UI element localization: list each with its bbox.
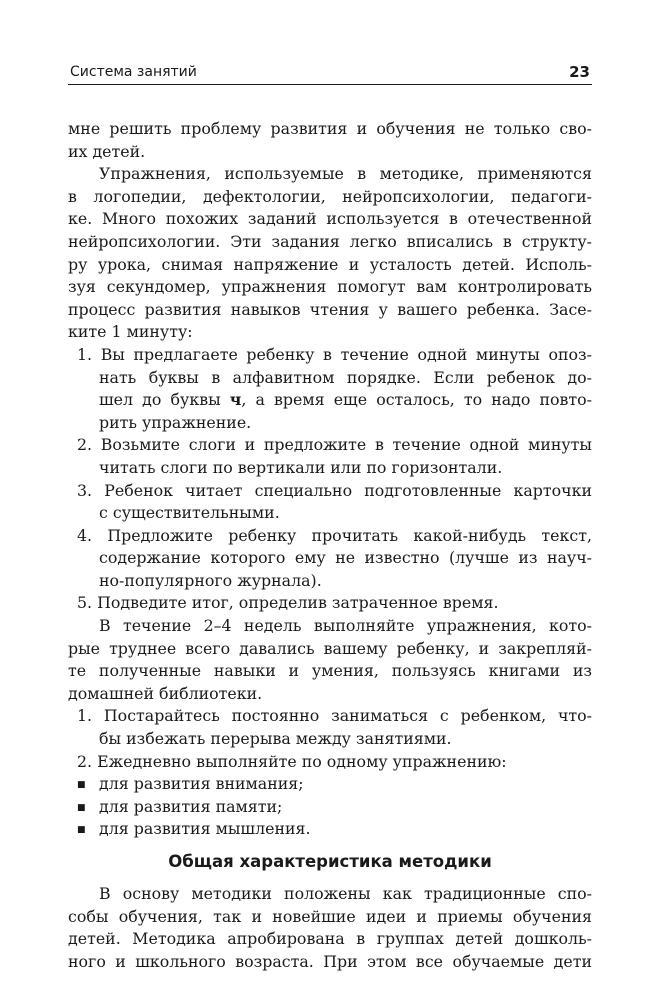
- paragraph-practice: [68, 615, 592, 705]
- text-line: их детей.: [68, 141, 146, 161]
- text-line: [68, 389, 592, 412]
- text-line: 2. Возьмите слоги и предложите в течение одной минуты: [77, 435, 592, 455]
- text-line: нейропсихологии. Эти задания легко вписались в структу-: [68, 231, 592, 251]
- text-line: но-популярного журнала).: [99, 570, 322, 590]
- text-line: в логопедии, дефектологии, нейропсихологии, педагоги-: [68, 186, 592, 206]
- square-bullet-icon: ■: [77, 825, 86, 836]
- text-line: содержание которого ему не известно (лучше из науч-: [99, 548, 592, 568]
- text-segment: шел до буквы: [99, 390, 230, 410]
- text-line: те полученные навыки и умения, пользуясь книгами из: [68, 661, 592, 681]
- text-line: бы избежать перерыва между занятиями.: [99, 729, 452, 749]
- section-heading: Общая характеристика методики: [168, 852, 492, 871]
- text-line: зуя секундомер, упражнения помогут вам контролировать: [68, 277, 592, 297]
- text-line: детей. Методика апробирована в группах детей дошколь-: [68, 929, 592, 949]
- text-line: 5. Подведите итог, определив затраченное время.: [77, 593, 499, 613]
- list-item: [68, 434, 592, 479]
- paragraph-methodology: [68, 883, 592, 973]
- bullet-text: для развития мышления.: [99, 819, 311, 839]
- paragraph-exercises-intro: [68, 163, 592, 344]
- text-line: Упражнения, используемые в методике, применяются: [99, 164, 592, 184]
- bullet-list: [68, 773, 592, 841]
- running-title: Система занятий: [70, 64, 197, 80]
- list-item: [68, 592, 592, 615]
- bullet-text: для развития внимания;: [99, 774, 304, 794]
- text-line: ките 1 минуту:: [68, 322, 193, 342]
- text-line: 4. Предложите ребенку прочитать какой-нибудь текст,: [77, 525, 592, 545]
- text-line: процесс развития навыков чтения у вашего ребенка. Засе-: [68, 299, 592, 319]
- text-line: рые труднее всего давались вашему ребенку, и закрепляй-: [68, 638, 592, 658]
- page-number: 23: [569, 63, 590, 81]
- bullet-item: [68, 796, 592, 819]
- text-line: В течение 2–4 недель выполняйте упражнения, кото-: [99, 616, 592, 636]
- text-line: 1. Вы предлагаете ребенку в течение одной минуты опоз-: [77, 344, 592, 364]
- bold-letter: ч: [229, 390, 242, 410]
- numbered-list-exercises: [68, 344, 592, 615]
- text-line: ру урока, снимая напряжение и усталость детей. Исполь-: [68, 254, 592, 274]
- list-item: [68, 480, 592, 525]
- square-bullet-icon: ■: [77, 780, 86, 791]
- paragraph-continuation: [68, 118, 592, 163]
- text-line: ке. Много похожих заданий используется в отечественной: [68, 209, 592, 229]
- text-line: домашней библиотеки.: [68, 683, 263, 703]
- text-line: ного и школьного возраста. При этом все обучаемые дети: [68, 951, 592, 971]
- square-bullet-icon: ■: [77, 802, 86, 813]
- text-line: 1. Постарайтесь постоянно заниматься с ребенком, что-: [77, 706, 592, 726]
- text-line: нать буквы в алфавитном порядке. Если ребенок до-: [99, 367, 592, 387]
- list-item: [68, 344, 592, 434]
- text-segment: , а время еще осталось, то надо повто-: [241, 390, 593, 410]
- page-header: [68, 60, 592, 85]
- text-line: рить упражнение.: [99, 412, 252, 432]
- list-item: [68, 705, 592, 750]
- text-line: 2. Ежедневно выполняйте по одному упражнению:: [77, 751, 507, 771]
- list-item: [68, 751, 592, 774]
- bullet-item: [68, 773, 592, 796]
- text-line: мне решить проблему развития и обучения не только сво-: [68, 119, 592, 138]
- bullet-item: [68, 818, 592, 841]
- text-line: В основу методики положены как традиционные спо-: [99, 884, 592, 903]
- bullet-text: для развития памяти;: [99, 796, 283, 816]
- page-body: [68, 118, 592, 973]
- list-item: [68, 525, 592, 593]
- text-line: собы обучения, так и новейшие идеи и приемы обучения: [68, 906, 592, 926]
- text-line: 3. Ребенок читает специально подготовленные карточки: [77, 480, 592, 500]
- numbered-list-advice: [68, 705, 592, 773]
- text-line: с существительными.: [99, 503, 280, 523]
- text-line: читать слоги по вертикали или по горизонтали.: [99, 457, 503, 477]
